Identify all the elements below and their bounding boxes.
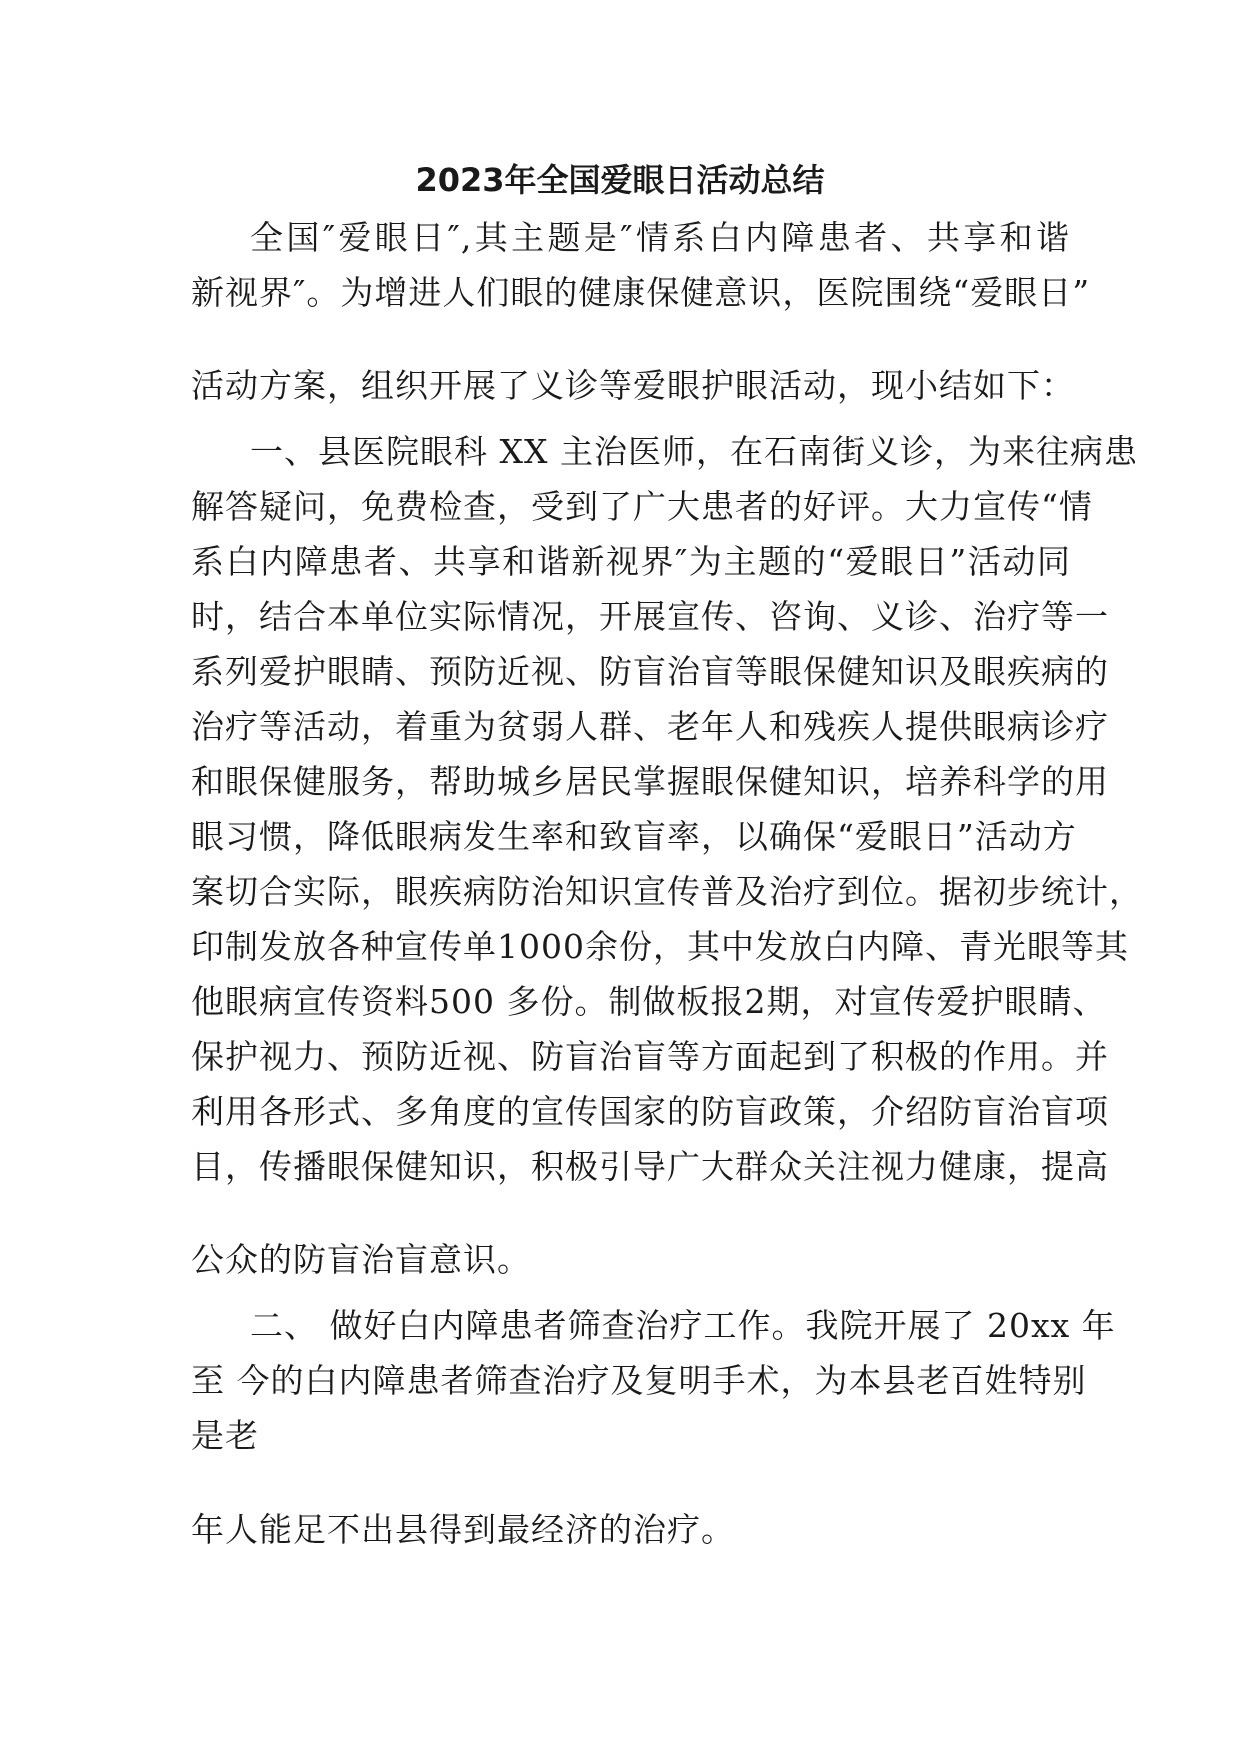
paragraph-line: 系白内障患者、共享和谐新视界″为主题的“爱眼日”活动同 bbox=[191, 542, 1071, 581]
paragraph-line: 他眼病宣传资料500 多份。制做板报2期，对宣传爱护眼睛、 bbox=[191, 982, 1107, 1021]
paragraph-line: 是老 bbox=[191, 1416, 259, 1455]
paragraph-line: 活动方案，组织开展了义诊等爱眼护眼活动，现小结如下： bbox=[191, 366, 1075, 405]
paragraph-line: 系列爱护眼睛、预防近视、防盲治盲等眼保健知识及眼疾病的 bbox=[191, 652, 1109, 691]
paragraph-line: 时，结合本单位实际情况，开展宣传、咨询、义诊、治疗等一 bbox=[191, 597, 1109, 636]
paragraph-line: 一、县医院眼科 XX 主治医师，在石南街义诊，为来往病患 bbox=[250, 432, 1138, 471]
paragraph-line: 案切合实际，眼疾病防治知识宣传普及治疗到位。据初步统计， bbox=[191, 872, 1143, 911]
paragraph-line: 新视界″。为增进人们眼的健康保健意识，医院围绕“爱眼日” bbox=[191, 273, 1091, 312]
paragraph-line: 目，传播眼保健知识，积极引导广大群众关注视力健康，提高 bbox=[191, 1147, 1109, 1186]
paragraph-line: 二、 做好白内障患者筛查治疗工作。我院开展了 20xx 年 bbox=[250, 1306, 1116, 1345]
paragraph-line: 全国″爱眼日″,其主题是″情系白内障患者、共享和谐 bbox=[250, 218, 1070, 257]
paragraph-line: 利用各形式、多角度的宣传国家的防盲政策，介绍防盲治盲项 bbox=[191, 1092, 1109, 1131]
paragraph-line: 公众的防盲治盲意识。 bbox=[191, 1240, 531, 1279]
paragraph-line: 眼习惯，降低眼病发生率和致盲率，以确保“爱眼日”活动方 bbox=[191, 817, 1077, 856]
paragraph-line: 保护视力、预防近视、防盲治盲等方面起到了积极的作用。并 bbox=[191, 1037, 1109, 1076]
paragraph-line: 年人能足不出县得到最经济的治疗。 bbox=[191, 1510, 735, 1549]
paragraph-line: 治疗等活动，着重为贫弱人群、老年人和残疾人提供眼病诊疗 bbox=[191, 707, 1109, 746]
document-title: 2023年全国爱眼日活动总结 bbox=[415, 161, 825, 199]
paragraph-line: 和眼保健服务，帮助城乡居民掌握眼保健知识，培养科学的用 bbox=[191, 762, 1109, 801]
paragraph-line: 至 今的白内障患者筛查治疗及复明手术，为本县老百姓特别 bbox=[191, 1361, 1087, 1400]
paragraph-line: 印制发放各种宣传单1000余份，其中发放白内障、青光眼等其 bbox=[191, 927, 1129, 966]
paragraph-line: 解答疑问，免费检查，受到了广大患者的好评。大力宣传“情 bbox=[191, 487, 1093, 526]
